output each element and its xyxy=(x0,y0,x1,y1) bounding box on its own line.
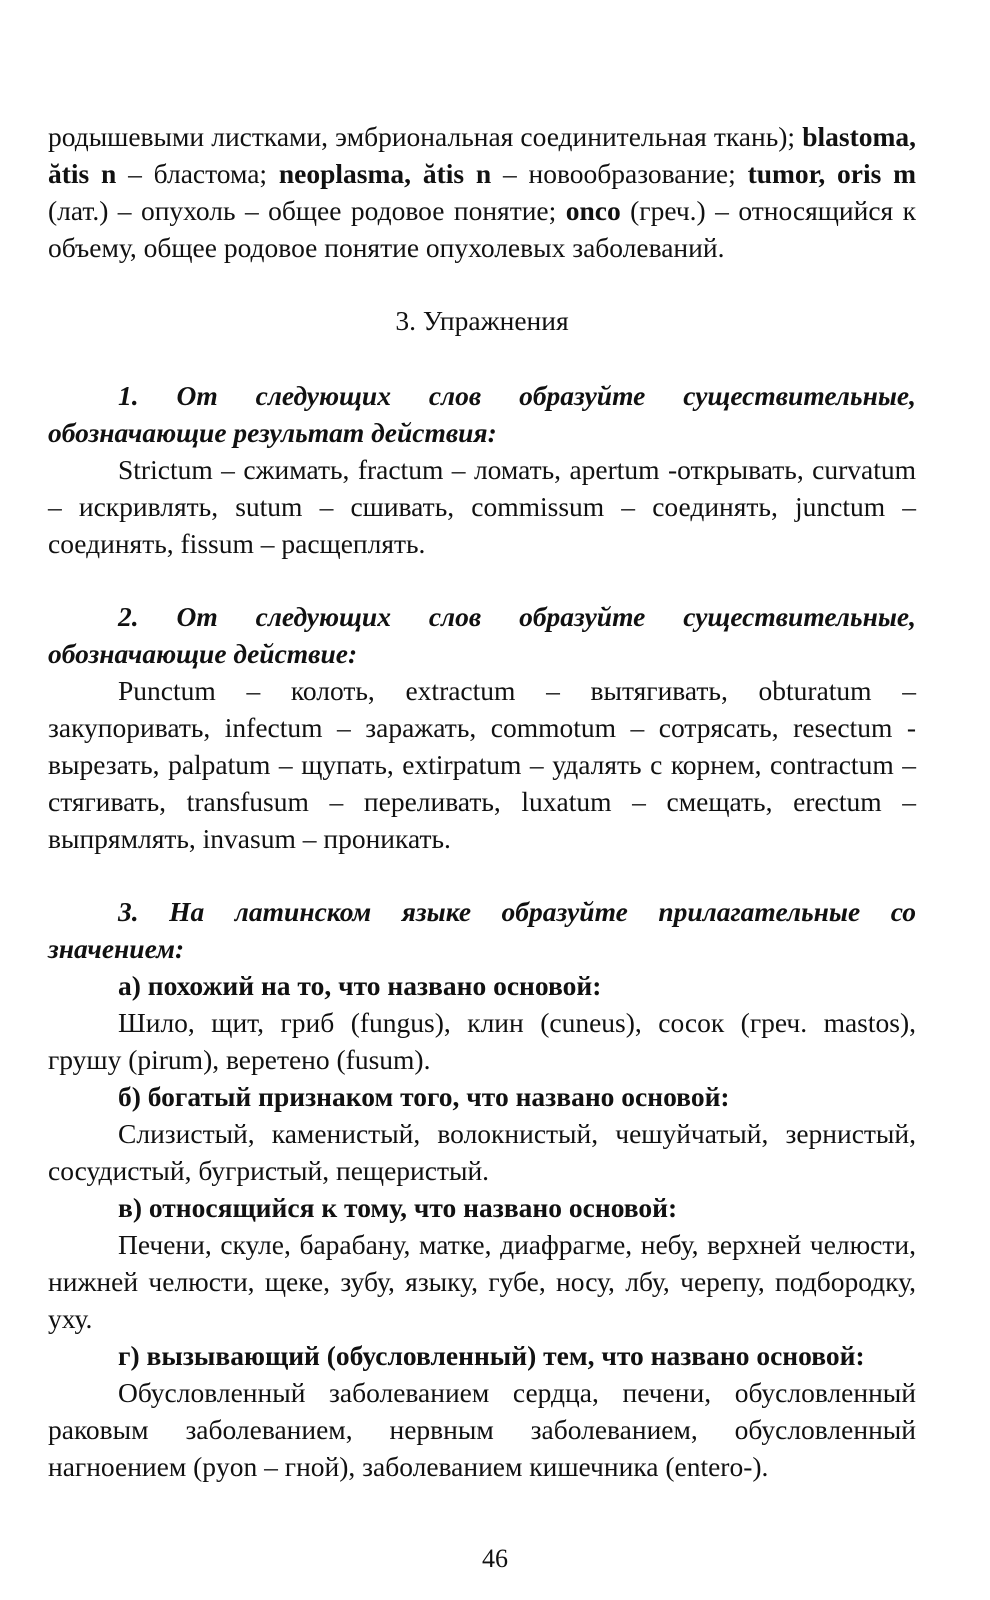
exercise-3b-body: Слизистый, каменистый, волокнистый, чешуйчатый, зернистый, сосудистый, бугристый, пещеристый. xyxy=(48,1118,916,1186)
def-tumor: (лат.) – опухоль – общее родовое понятие; xyxy=(48,195,566,226)
exercise-3g-body: Обусловленный заболеванием сердца, печени, обусловленный раковым заболеванием, нервным заболеванием, обусловленный нагноением (pyon – гной), заболеванием кишечника (entero-). xyxy=(48,1377,916,1482)
page-number: 46 xyxy=(482,1544,508,1573)
exercise-1-task: 1. От следующих слов образуйте существительные, обозначающие результат действия: xyxy=(48,380,916,448)
exercise-3b-heading: б) богатый признаком того, что названо основой: xyxy=(118,1081,730,1112)
intro-paragraph xyxy=(48,118,916,266)
section-title: 3. Упражнения xyxy=(395,305,569,336)
spacer xyxy=(48,562,916,598)
exercise-3g-heading: г) вызывающий (обусловленный) тем, что названо основой: xyxy=(118,1340,865,1371)
exercise-3-task: 3. На латинском языке образуйте прилагательные со значением: xyxy=(48,896,916,964)
term-blastoma: blastoma, ătis n xyxy=(48,121,917,189)
def-neoplasma: – новообразование; xyxy=(491,158,736,189)
term-neoplasma: neoplasma, ătis n xyxy=(278,158,492,189)
term-onco: onco xyxy=(565,195,621,226)
def-blastoma: – бластома; xyxy=(116,158,279,189)
term-tumor: tumor, oris m xyxy=(747,158,917,189)
def-onco: (греч.) – относящийся к объему, общее родовое понятие опухолевых заболеваний. xyxy=(48,195,916,263)
intro-line-1: родышевыми листками, эмбриональная соединительная ткань); xyxy=(48,121,796,152)
exercise-3v-heading: в) относящийся к тому, что названо основой: xyxy=(118,1192,678,1223)
spacer xyxy=(48,857,916,893)
exercise-2-body: Punctum – колоть, extractum – вытягивать, obturatum – закупоривать, infectum – заражать, commotum – сотрясать, resectum - вырезать, palpatum – щупать, extirpatum – удалять с корнем, contractum – стягивать, transfusum – переливать, luxatum – смещать, erectum – выпрямлять, invasum – проникать. xyxy=(48,675,916,854)
exercise-3a-body: Шило, щит, гриб (fungus), клин (cuneus), сосок (греч. mastos), грушу (pirum), веретено (fusum). xyxy=(48,1007,916,1075)
exercise-3a-heading: а) похожий на то, что названо основой: xyxy=(118,970,602,1001)
exercise-3v-body: Печени, скуле, барабану, матке, диафрагме, небу, верхней челюсти, нижней челюсти, щеке, зубу, языку, губе, носу, лбу, черепу, подбородку, уху. xyxy=(48,1229,916,1334)
exercise-2-task: 2. От следующих слов образуйте существительные, обозначающие действие: xyxy=(48,601,916,669)
exercise-1-body: Strictum – сжимать, fractum – ломать, apertum -открывать, curvatum – искривлять, sutum – сшивать, commissum – соединять, junctum – соединять, fissum – расщеплять. xyxy=(48,454,916,559)
